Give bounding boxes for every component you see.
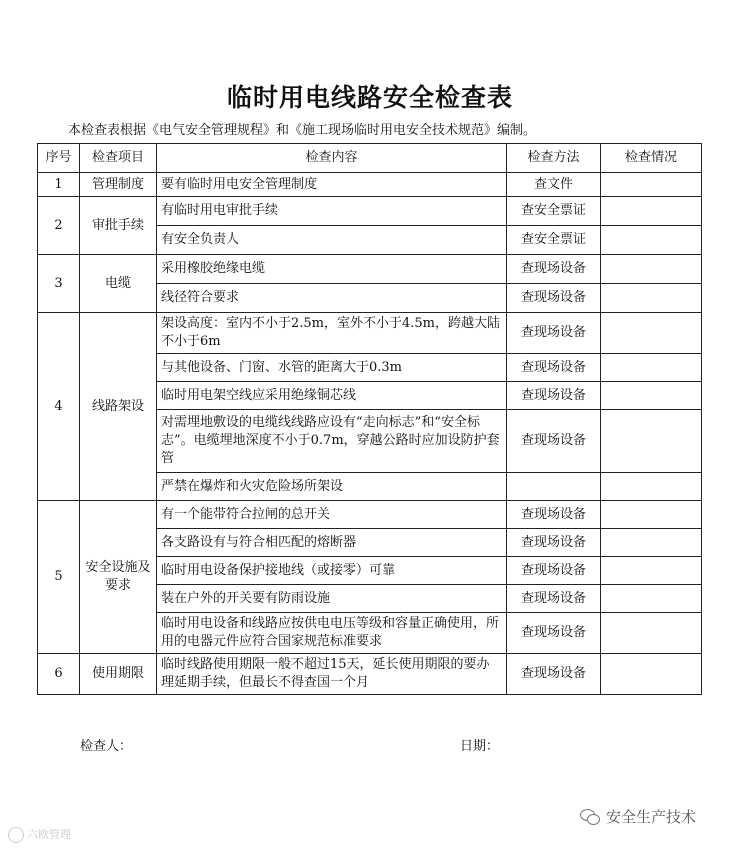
cell-item: 线路架设	[80, 313, 157, 501]
cell-content: 要有临时用电安全管理制度	[157, 173, 507, 197]
cell-result[interactable]	[601, 613, 702, 654]
cell-method: 查现场设备	[507, 255, 601, 284]
watermark-right-text: 安全生产技术	[606, 808, 697, 826]
subtitle: 本检查表根据《电气安全管理规程》和《施工现场临时用电安全技术规范》编制。	[68, 123, 537, 138]
cell-result[interactable]	[601, 226, 702, 255]
cell-content: 有临时用电审批手续	[157, 197, 507, 226]
cell-method: 查现场设备	[507, 501, 601, 529]
cell-method: 查现场设备	[507, 557, 601, 585]
cell-no: 3	[38, 255, 80, 313]
date-label: 日期：	[460, 739, 500, 754]
cell-method: 查现场设备	[507, 410, 601, 473]
table-row	[38, 501, 702, 529]
cell-content: 对需埋地敷设的电缆线线路应设有“走向标志”和“安全标志”。电缆埋地深度不小于0.7m，穿越公路时应加设防护套管	[157, 410, 507, 473]
cell-content: 有安全负责人	[157, 226, 507, 255]
cell-content: 临时用电设备保护接地线（或接零）可靠	[157, 557, 507, 585]
cell-no: 1	[38, 173, 80, 197]
cell-no: 5	[38, 501, 80, 654]
header-result: 检查情况	[601, 144, 702, 173]
header-no: 序号	[38, 144, 80, 173]
cell-content: 临时用电架空线应采用绝缘铜芯线	[157, 382, 507, 410]
cell-result[interactable]	[601, 255, 702, 284]
header-item: 检查项目	[80, 144, 157, 173]
cell-content: 架设高度：室内不小于2.5m，室外不小于4.5m，跨越大陆不小于6m	[157, 313, 507, 354]
cell-item: 电缆	[80, 255, 157, 313]
cell-method: 查现场设备	[507, 284, 601, 313]
cell-result[interactable]	[601, 529, 702, 557]
cell-result[interactable]	[601, 173, 702, 197]
cell-no: 2	[38, 197, 80, 255]
cell-method: 查文件	[507, 173, 601, 197]
cell-method: 查现场设备	[507, 354, 601, 382]
cell-item: 安全设施及要求	[80, 501, 157, 654]
cell-content: 采用橡胶绝缘电缆	[157, 255, 507, 284]
cell-method: 查安全票证	[507, 197, 601, 226]
inspector-label: 检查人：	[80, 739, 133, 754]
cell-method: 查现场设备	[507, 529, 601, 557]
cell-no: 6	[38, 654, 80, 695]
cell-content: 临时用电设备和线路应按供电电压等级和容量正确使用，所用的电器元件应符合国家规范标准要求	[157, 613, 507, 654]
table-row	[38, 654, 702, 695]
table-header-row	[38, 144, 702, 173]
cell-result[interactable]	[601, 557, 702, 585]
cell-method: 查现场设备	[507, 613, 601, 654]
cell-content: 装在户外的开关要有防雨设施	[157, 585, 507, 613]
cell-result[interactable]	[601, 313, 702, 354]
cell-content: 临时线路使用期限一般不超过15天，延长使用期限的要办理延期手续，但最长不得查国一个月	[157, 654, 507, 695]
cell-no: 4	[38, 313, 80, 501]
watermark-left	[8, 826, 71, 843]
cell-result[interactable]	[601, 501, 702, 529]
watermark-left-text: 六欧管理	[27, 828, 71, 841]
wechat-icon	[580, 809, 600, 825]
header-content: 检查内容	[157, 144, 507, 173]
cell-content: 与其他设备、门窗、水管的距离大于0.3m	[157, 354, 507, 382]
cell-result[interactable]	[601, 585, 702, 613]
page-title: 临时用电线路安全检查表	[226, 83, 513, 112]
table-row	[38, 255, 702, 284]
table-row	[38, 197, 702, 226]
cell-result[interactable]	[601, 473, 702, 501]
cell-result[interactable]	[601, 354, 702, 382]
header-method: 检查方法	[507, 144, 601, 173]
cell-result[interactable]	[601, 410, 702, 473]
cell-content: 有一个能带符合拉闸的总开关	[157, 501, 507, 529]
cell-item: 使用期限	[80, 654, 157, 695]
cell-method: 查安全票证	[507, 226, 601, 255]
cell-item: 管理制度	[80, 173, 157, 197]
cell-content: 线径符合要求	[157, 284, 507, 313]
watermark-right	[580, 806, 696, 827]
cell-method: 查现场设备	[507, 313, 601, 354]
cell-method	[507, 473, 601, 501]
table-row	[38, 313, 702, 354]
cell-content: 各支路设有与符合相匹配的熔断器	[157, 529, 507, 557]
cell-item: 审批手续	[80, 197, 157, 255]
cell-result[interactable]	[601, 382, 702, 410]
cell-method: 查现场设备	[507, 654, 601, 695]
cell-result[interactable]	[601, 284, 702, 313]
cell-content: 严禁在爆炸和火灾危险场所架设	[157, 473, 507, 501]
cell-result[interactable]	[601, 197, 702, 226]
cell-method: 查现场设备	[507, 382, 601, 410]
inspection-table	[37, 143, 702, 695]
cell-result[interactable]	[601, 654, 702, 695]
cell-method: 查现场设备	[507, 585, 601, 613]
table-row	[38, 173, 702, 197]
logo-circle-icon	[8, 827, 24, 843]
